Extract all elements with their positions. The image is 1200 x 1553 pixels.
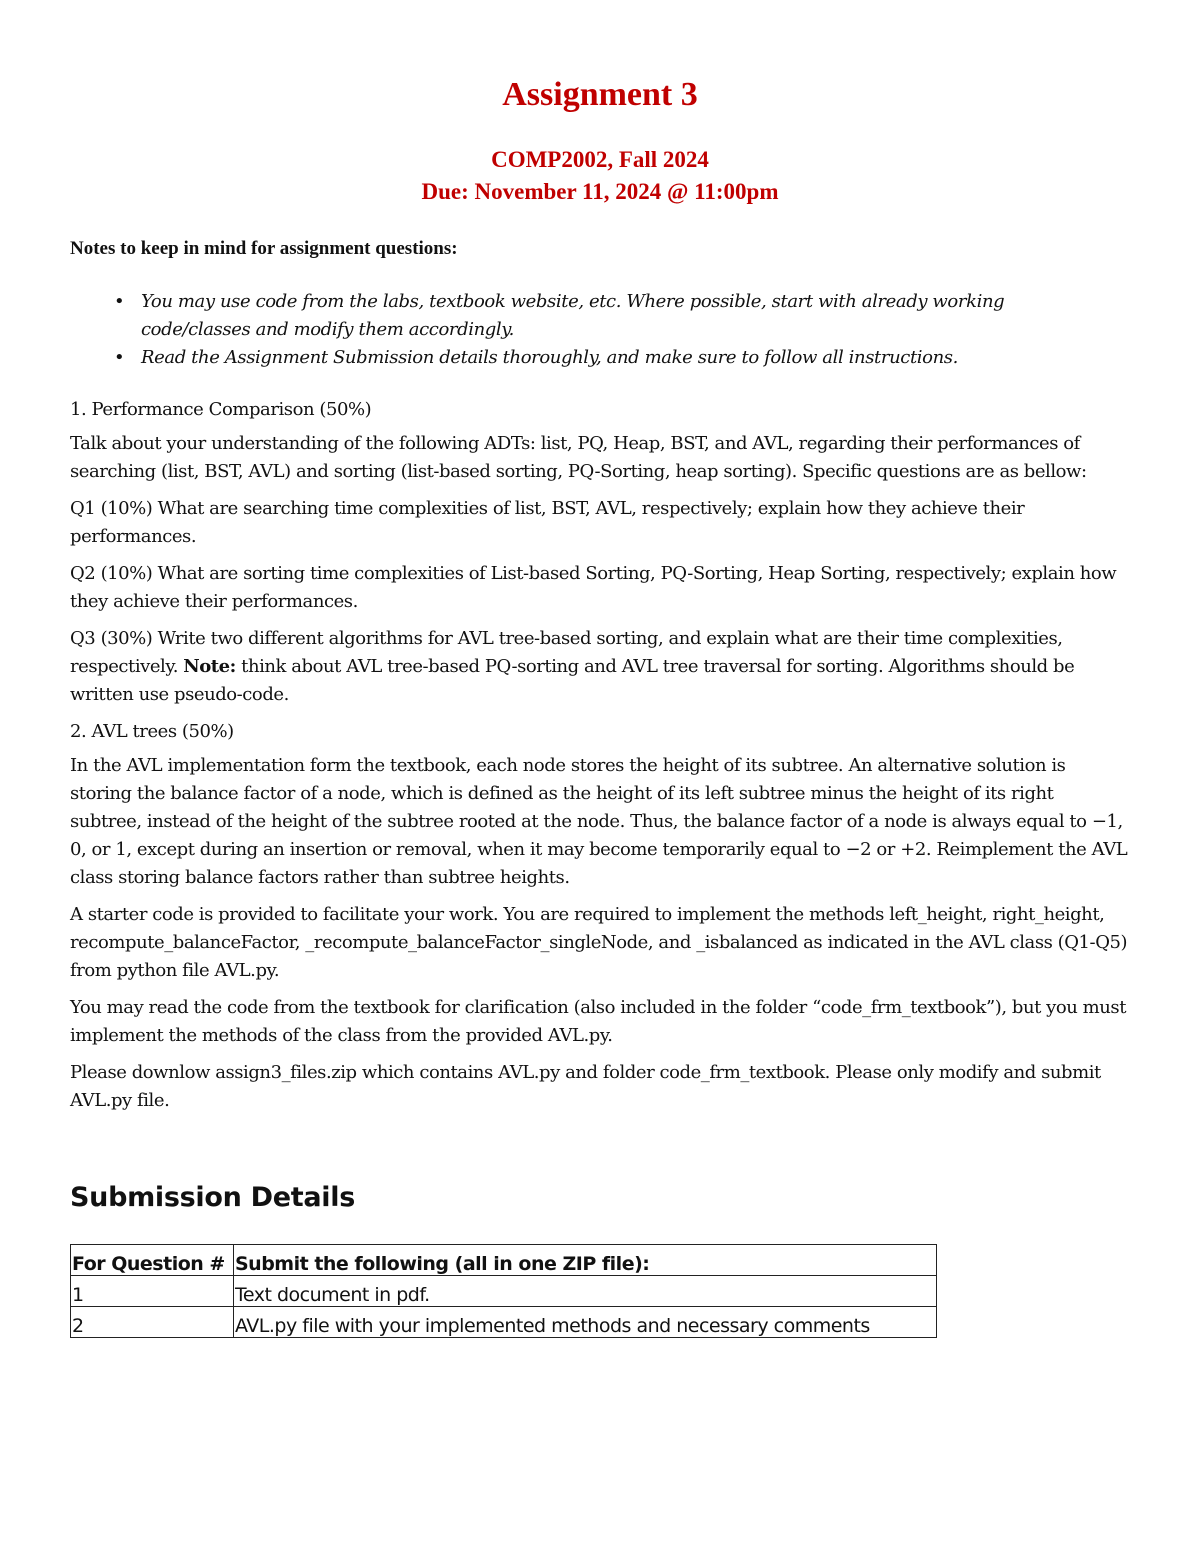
note-text: Read the Assignment Submission details thoroughly, and make sure to follow all instructions. (141, 347, 958, 368)
question-q3 (70, 625, 1130, 709)
bullet-icon: • (114, 291, 125, 312)
bullet-icon: • (114, 347, 125, 368)
note-text: You may use code from the labs, textbook website, etc. Where possible, start with already working code/classes and modify them accordingly. (141, 291, 1005, 340)
assignment-title: Assignment 3 (502, 76, 698, 113)
question-q1: Q1 (10%) What are searching time complexities of list, BST, AVL, respectively; explain how they achieve their performances. (70, 498, 1025, 547)
table-cell: 1 (71, 1276, 234, 1307)
table-row (71, 1307, 937, 1338)
submission-heading: Submission Details (70, 1182, 355, 1213)
note-label: Note: (183, 656, 236, 677)
question-q2: Q2 (10%) What are sorting time complexities of List-based Sorting, PQ-Sorting, Heap Sorting, respectively; explain how they achieve their performances. (70, 563, 1117, 612)
paragraph: Please downlow assign3_files.zip which contains AVL.py and folder code_frm_textbook. Please only modify and submit AVL.py file. (70, 1062, 1101, 1111)
table-cell: AVL.py file with your implemented methods and necessary comments (234, 1307, 937, 1338)
q3-note-text: think about AVL tree-based PQ-sorting and AVL tree traversal for sorting. Algorithms should be written use pseudo-code. (70, 656, 1075, 705)
paragraph: You may read the code from the textbook for clarification (also included in the folder “code_frm_textbook”), but you must implement the methods of the class from the provided AVL.py. (70, 997, 1127, 1046)
q3-text: Q3 (30%) Write two different algorithms for AVL tree-based sorting, and explain what are their time complexities, respectively. (70, 628, 1063, 677)
section-intro: Talk about your understanding of the following ADTs: list, PQ, Heap, BST, and AVL, regarding their performances of searching (list, BST, AVL) and sorting (list-based sorting, PQ-Sorting, heap sorting). Specific questions are as bellow: (70, 433, 1087, 482)
notes-heading: Notes to keep in mind for assignment questions: (70, 238, 458, 259)
document-body (70, 396, 1130, 1124)
paragraph: A starter code is provided to facilitate your work. You are required to implement the methods left_height, right_height, recompute_balanceFactor, _recompute_balanceFactor_singleNode, and _isbalanced as indicated in the AVL class (Q1-Q5) from python file AVL.py. (70, 904, 1128, 981)
table-cell: 2 (71, 1307, 234, 1338)
table-header-cell: For Question # (71, 1245, 234, 1276)
submission-table (70, 1244, 937, 1338)
list-item (70, 288, 1090, 344)
section-heading: 2. AVL trees (50%) (70, 721, 234, 742)
table-row (71, 1276, 937, 1307)
table-header-row (71, 1245, 937, 1276)
section-heading: 1. Performance Comparison (50%) (70, 399, 372, 420)
paragraph: In the AVL implementation form the textbook, each node stores the height of its subtree. An alternative solution is storing the balance factor of a node, which is defined as the height of its left subtree minus the height of its right subtree, instead of the height of the subtree rooted at the node. Thus, the balance factor of a node is always equal to −1, 0, or 1, except during an insertion or removal, when it may become temporarily equal to −2 or +2. Reimplement the AVL class storing balance factors rather than subtree heights. (70, 755, 1128, 888)
table-cell: Text document in pdf. (234, 1276, 937, 1307)
list-item (70, 344, 1090, 372)
table-header-cell: Submit the following (all in one ZIP file): (234, 1245, 937, 1276)
due-date: Due: November 11, 2024 @ 11:00pm (421, 179, 779, 204)
course-info: COMP2002, Fall 2024 (491, 147, 709, 172)
notes-list (70, 288, 1090, 372)
